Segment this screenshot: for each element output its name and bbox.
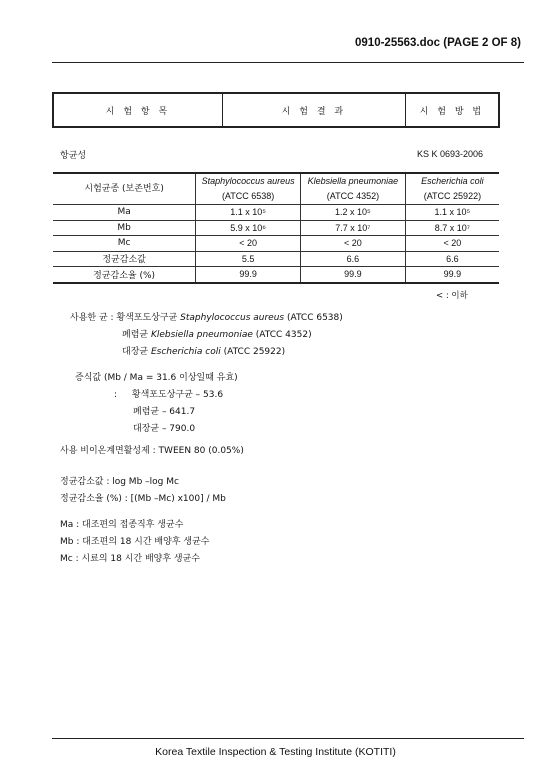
bacteria-latin: Staphylococcus aureus — [180, 313, 285, 323]
definition-line: Mb : 대조편의 18 시간 배양후 생균수 — [60, 537, 210, 547]
header-test-method: 시 험 방 법 — [405, 93, 499, 127]
bacteria-prefix: 사용한 균 : — [70, 313, 114, 323]
bacteria-line — [70, 344, 343, 361]
growth-block — [75, 370, 238, 438]
table-cell: 8.7 x 10⁷ — [405, 220, 499, 236]
table-row — [53, 205, 499, 221]
table-row — [53, 267, 499, 283]
table-cell: 5.9 x 10⁶ — [196, 220, 301, 236]
definitions-block — [60, 517, 209, 568]
table-row — [53, 220, 499, 236]
organism-header — [405, 173, 499, 205]
table-header-row — [53, 173, 499, 205]
bacteria-atcc: (ATCC 6538) — [286, 313, 343, 323]
table-cell: 99.9 — [301, 267, 406, 283]
footer-institute: Korea Textile Inspection & Testing Institute (KOTITI) — [155, 746, 396, 758]
row-label: 정균감소값 — [53, 251, 196, 267]
surfactant-line: 사용 비이온계면활성제 : TWEEN 80 (0.05%) — [60, 446, 244, 456]
row-label: 정균감소율 (%) — [53, 267, 196, 283]
bacteria-used-block — [70, 310, 343, 361]
growth-item: 대장균 – 790.0 — [133, 424, 196, 434]
table-cell: < 20 — [196, 236, 301, 252]
row-label: Mb — [53, 220, 196, 236]
organism-name: Escherichia coli — [421, 176, 484, 186]
growth-value: 황색포도상구균 – 53.6 — [131, 390, 224, 400]
table-row — [53, 251, 499, 267]
definition-line: Mc : 시료의 18 시간 배양후 생균수 — [60, 554, 200, 564]
antibacterial-result-table — [53, 172, 499, 284]
row-label: Mc — [53, 236, 196, 252]
bacteria-korean: 황색포도상구균 — [116, 313, 178, 323]
row-label: Ma — [53, 205, 196, 221]
organism-header — [196, 173, 301, 205]
document-reference: 0910-25563.doc (PAGE 2 OF 8) — [355, 37, 521, 49]
table-cell: 1.1 x 10⁵ — [196, 205, 301, 221]
organism-name: Staphylococcus aureus — [201, 176, 295, 186]
table-cell: 1.1 x 10⁵ — [405, 205, 499, 221]
organism-atcc: (ATCC 6538) — [221, 191, 275, 201]
bacteria-korean: 대장균 — [122, 347, 149, 357]
test-standard: KS K 0693-2006 — [416, 149, 483, 159]
growth-item: 폐렴균 – 641.7 — [133, 407, 196, 417]
growth-colon: : — [114, 390, 118, 400]
table-row — [53, 236, 499, 252]
table-cell: 5.5 — [196, 251, 301, 267]
test-header-table — [52, 92, 500, 128]
growth-title: 증식값 (Mb / Ma = 31.6 이상일때 유효) — [75, 373, 238, 383]
bacteria-latin: Escherichia coli — [150, 347, 221, 357]
bacteria-atcc: (ATCC 25922) — [223, 347, 286, 357]
bacteria-latin: Klebsiella pneumoniae — [150, 330, 253, 340]
organism-atcc: (ATCC 4352) — [326, 191, 380, 201]
bacteria-line — [70, 310, 343, 327]
table-cell: < 20 — [301, 236, 406, 252]
table-cell: 99.9 — [405, 267, 499, 283]
table-cell: 6.6 — [405, 251, 499, 267]
organism-header — [301, 173, 406, 205]
table-cell: 7.7 x 10⁷ — [301, 220, 406, 236]
table-cell: 6.6 — [301, 251, 406, 267]
reduction-rate-formula: 정균감소율 (%) : [(Mb –Mc) x100] / Mb — [60, 494, 226, 504]
header-test-item: 시 험 항 목 — [105, 106, 171, 117]
organism-atcc: (ATCC 25922) — [423, 191, 482, 201]
definition-line: Ma : 대조편의 접종직후 생균수 — [60, 520, 184, 530]
header-divider — [52, 62, 524, 63]
growth-item — [75, 387, 238, 404]
row-header-label: 시험균종 (보존번호) — [53, 173, 196, 205]
bacteria-atcc: (ATCC 4352) — [255, 330, 312, 340]
section-title: 항균성 — [60, 151, 87, 161]
footer-divider — [52, 738, 524, 739]
organism-name: Klebsiella pneumoniae — [307, 176, 399, 186]
header-test-result: 시 험 결 과 — [222, 93, 405, 127]
formula-block — [60, 474, 226, 508]
table-cell: < 20 — [405, 236, 499, 252]
reduction-value-formula: 정균감소값 : log Mb –log Mc — [60, 477, 179, 487]
table-cell: 99.9 — [196, 267, 301, 283]
table-cell: 1.2 x 10⁵ — [301, 205, 406, 221]
table-footnote: < : 이하 — [436, 291, 468, 301]
bacteria-korean: 폐렴균 — [122, 330, 149, 340]
bacteria-line — [70, 327, 343, 344]
